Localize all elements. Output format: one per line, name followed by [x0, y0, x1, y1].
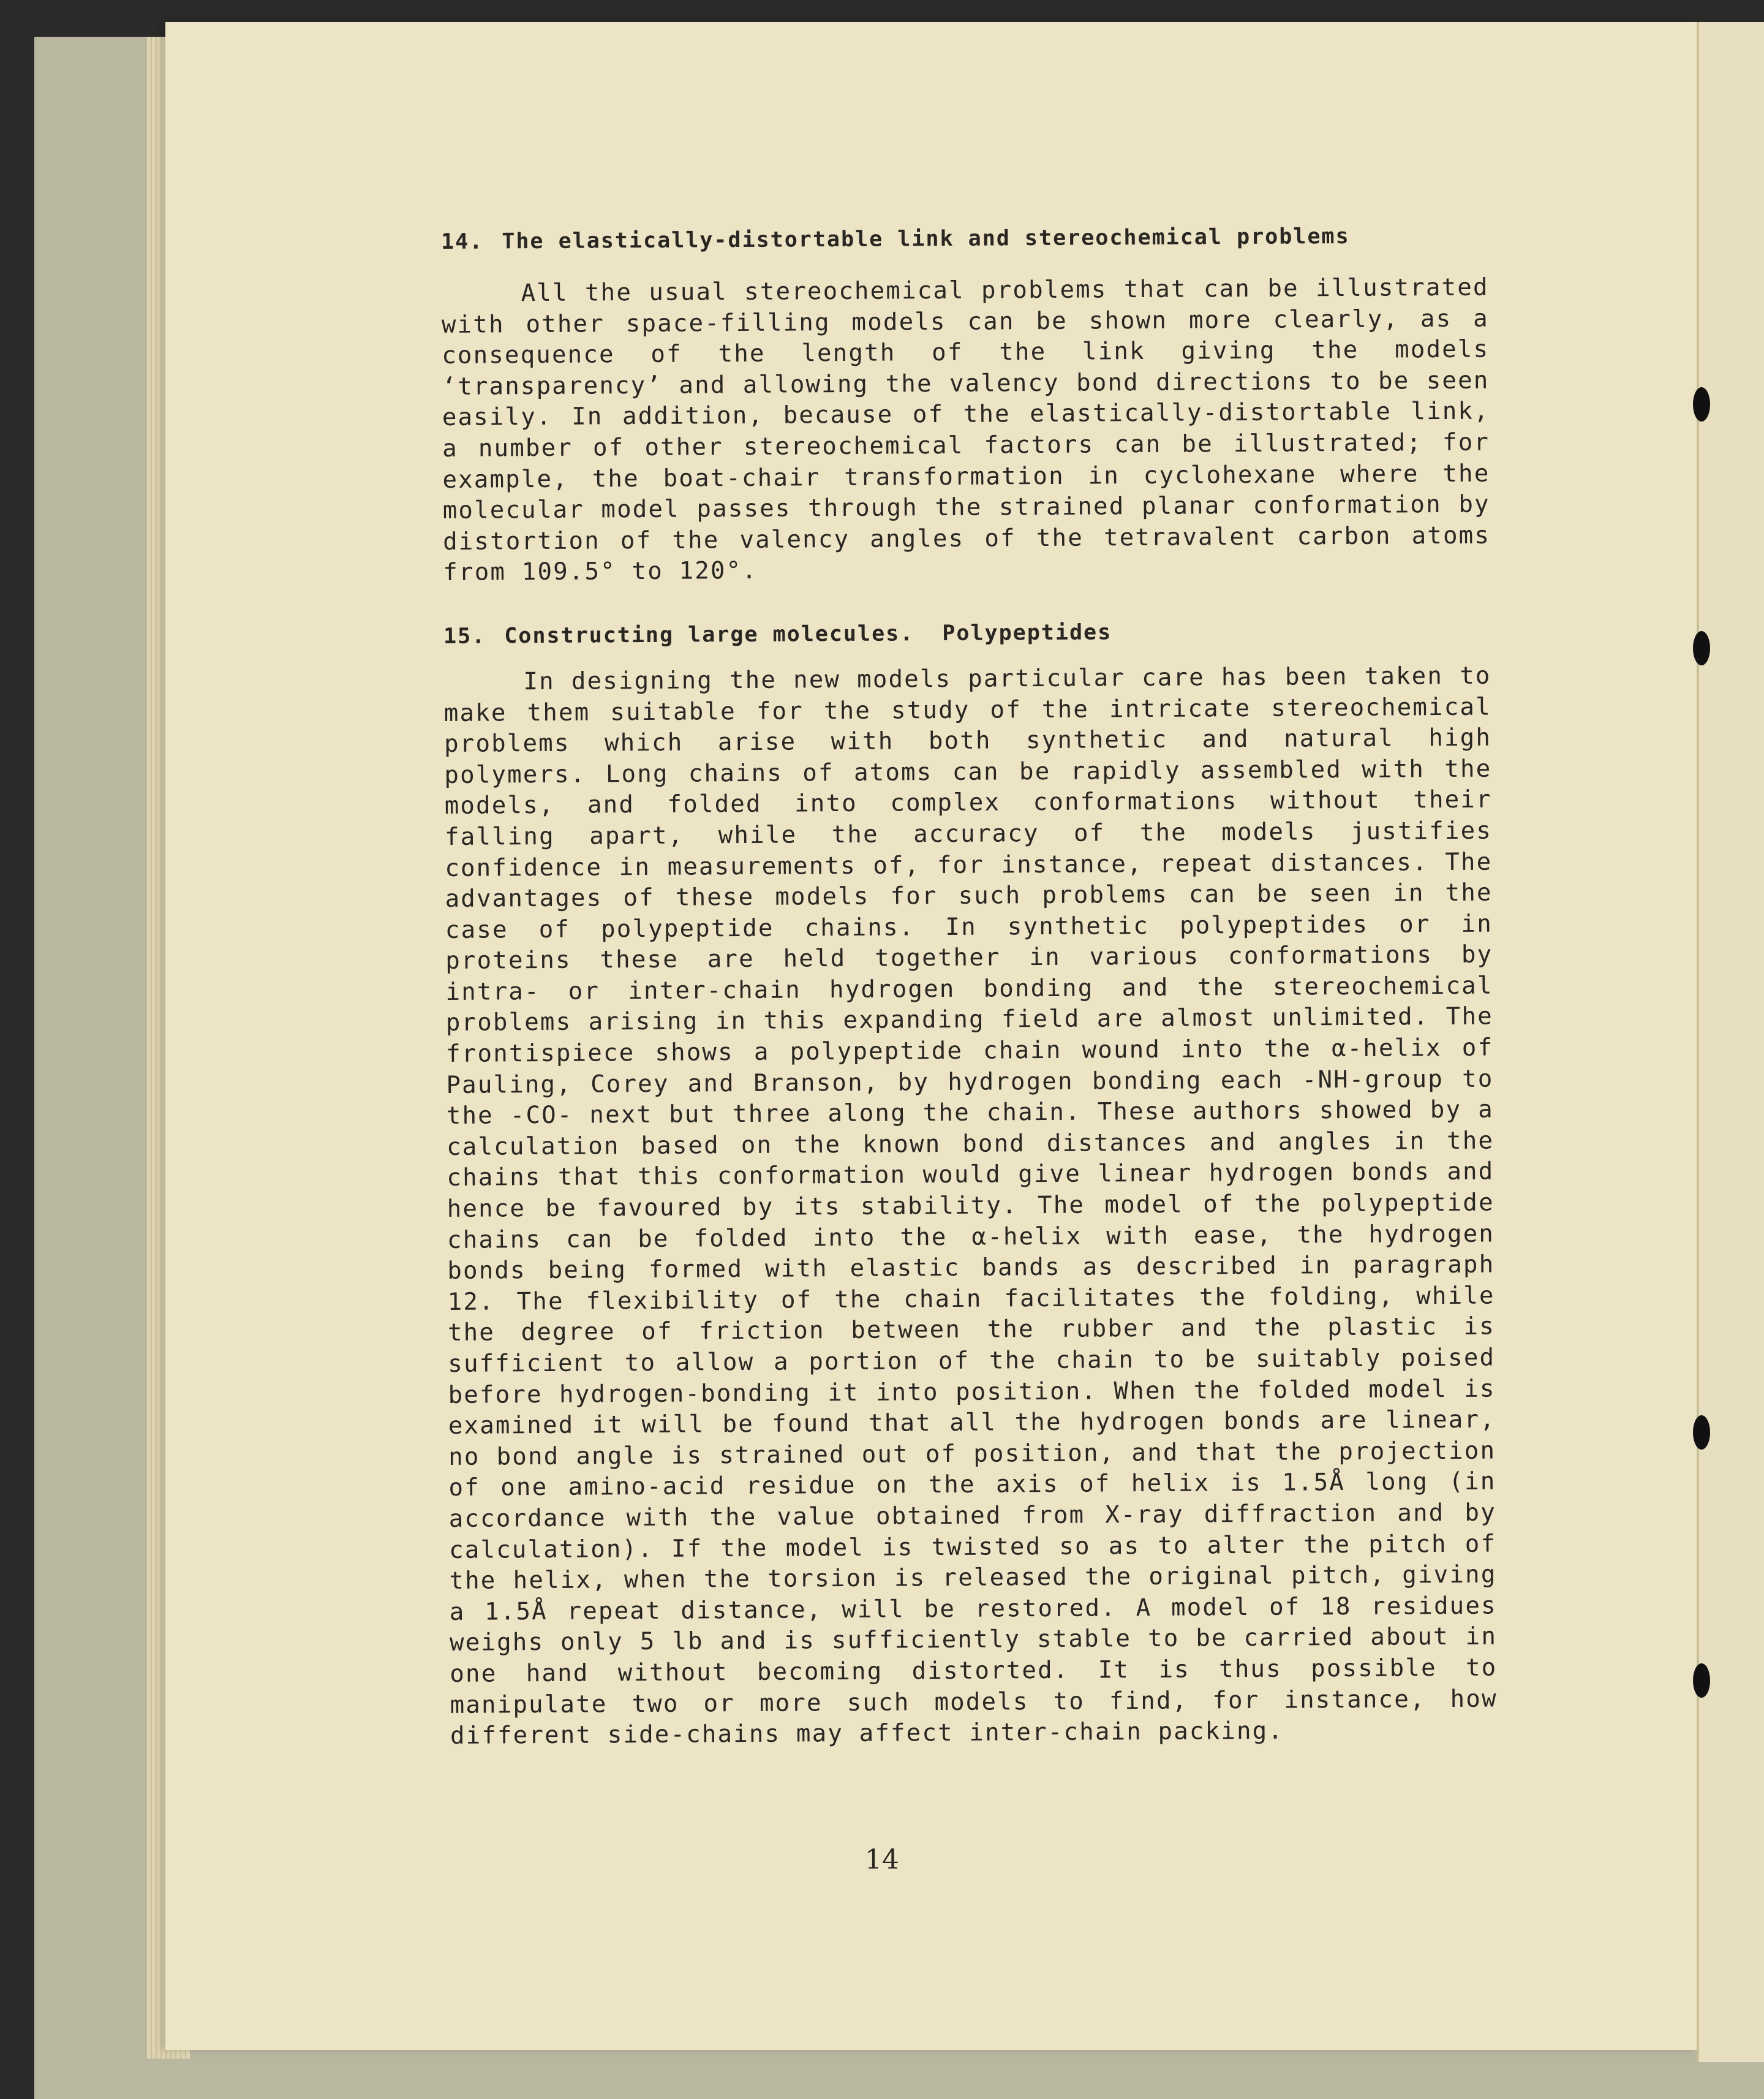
section-15-heading — [443, 618, 1491, 648]
section-15-title: Constructing large molecules. — [504, 621, 914, 649]
section-15-paragraph: In designing the new models particular care has been taken to make them suitable for the study of the intricate stereochemical problems which arise with both synthetic and natural high polymers. Long chains of atoms can be rapidly assembled with the models, and folded into complex conformations without their falling apart, while the accuracy of the models justifies confidence in measurements of, for instance, repeat distances. The advantages of these models for such problems can be seen in the case of polypeptide chains. In synthetic polypeptides or in proteins these are held together in various conformations by intra- or inter-chain hydrogen bonding and the stereochemical problems arising in this expanding field are almost unlimited. The frontispiece shows a polypeptide chain wound into the α-helix of Pauling, Corey and Branson, by hydrogen bonding each -NH-group to the -CO- next but three along the chain. These authors showed by a calculation based on the known bond distances and angles in the chains that this conformation would give linear hydrogen bonds and hence be favoured by its stability. The model of the polypeptide chains can be folded into the α-helix with ease, the hydrogen bonds being formed with elastic bands as described in paragraph 12. The flexibility of the chain facilitates the folding, while the degree of friction between the rubber and the plastic is sufficient to allow a portion of the chain to be suitably poised before hydrogen-bonding it into position. When the folded model is examined it will be found that all the hydrogen bonds are linear, no bond angle is strained out of position, and that the projection of one amino-acid residue on the axis of helix is 1.5Å long (in accordance with the value obtained from X-ray diffraction and by calculation). If the model is twisted so as to alter the pitch of the helix, when the torsion is released the original pitch, giving a 1.5Å repeat distance, will be restored. A model of 18 residues weighs only 5 lb and is sufficiently stable to be carried about in one hand without becoming distorted. It is thus possible to manipulate two or more such models to find, for instance, how different side-chains may affect inter-chain packing. — [443, 662, 1498, 1750]
page-number: 14 — [865, 1844, 899, 1875]
binding-hole — [1693, 1663, 1710, 1698]
section-14-number: 14. — [441, 229, 484, 254]
binding-hole — [1693, 1415, 1710, 1450]
section-14-title: The elastically-distortable link and stereochemical problems — [502, 224, 1350, 254]
section-15-subtitle: Polypeptides — [942, 620, 1112, 646]
page-content — [441, 224, 1498, 1752]
section-14-paragraph: All the usual stereochemical problems that can be illustrated with other space-filling models can be shown more clearly, as a consequence of the length of the link giving the models ‘transparency’ and allowing the valency bond directions to be seen easily. In addition, because of the elastically-distortable link, a number of other stereochemical factors can be illustrated; for example, the boat-chair transformation in cyclohexane where the molecular model passes through the strained planar conformation by distortion of the valency angles of the tetravalent carbon atoms from 109.5° to 120°. — [441, 273, 1491, 587]
binding-hole — [1693, 387, 1710, 422]
binding-hole — [1693, 631, 1710, 665]
facing-page-edge — [1697, 22, 1764, 2062]
section-15-number: 15. — [443, 624, 486, 649]
